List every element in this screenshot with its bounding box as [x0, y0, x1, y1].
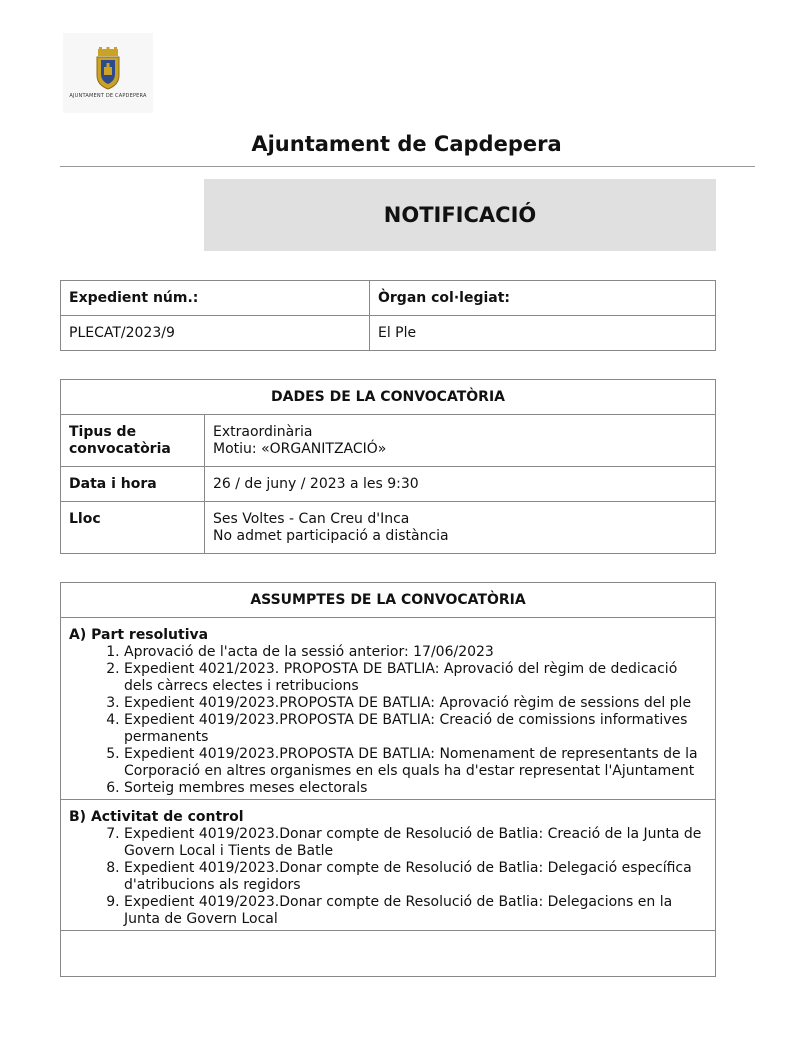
list-item: 7. Expedient 4019/2023.Donar compte de Resolució de Batlia: Creació de la Junta de Govern Local i Tients de Batle: [124, 826, 707, 860]
part-b-cell: [61, 800, 716, 931]
list-item: 2. Expedient 4021/2023. PROPOSTA DE BATLIA: Aprovació del règim de dedicació dels càrrecs electes i retribucions: [124, 661, 707, 695]
list-item: 3. Expedient 4019/2023.PROPOSTA DE BATLIA: Aprovació règim de sessions del ple: [124, 695, 707, 712]
data-value: 26 / de juny / 2023 a les 9:30: [205, 467, 716, 502]
data-label: Data i hora: [61, 467, 205, 502]
part-a-list: [69, 644, 707, 797]
municipal-logo: [63, 33, 153, 113]
lloc-value: Ses Voltes - Can Creu d'Inca: [213, 511, 410, 527]
expedient-number-value: PLECAT/2023/9: [61, 316, 370, 351]
document-title: NOTIFICACIÓ: [383, 203, 537, 227]
expedient-number-label: Expedient núm.:: [61, 281, 370, 316]
lloc-label: Lloc: [61, 502, 205, 554]
convocatoria-table: [60, 379, 716, 554]
empty-row: [61, 931, 716, 977]
page-title: Ajuntament de Capdepera: [251, 132, 562, 156]
logo-caption: AJUNTAMENT DE CAPDEPERA: [69, 93, 147, 99]
tipus-label: [61, 415, 205, 467]
expedient-table: [60, 280, 716, 351]
part-b-title: B) Activitat de control: [69, 809, 244, 825]
assumptes-heading: ASSUMPTES DE LA CONVOCATÒRIA: [61, 583, 716, 618]
list-item: 8. Expedient 4019/2023.Donar compte de Resolució de Batlia: Delegació específica d'atribucions als regidors: [124, 860, 707, 894]
document-title-box: [204, 179, 716, 251]
list-item: 1. Aprovació de l'acta de la sessió anterior: 17/06/2023: [124, 644, 707, 661]
part-a-cell: [61, 618, 716, 800]
organ-value: El Ple: [370, 316, 716, 351]
lloc-note: No admet participació a distància: [213, 528, 449, 544]
divider: [60, 166, 755, 167]
list-item: 5. Expedient 4019/2023.PROPOSTA DE BATLIA: Nomenament de representants de la Corporació en altres organismes en els quals ha d'estar representat l'Ajuntament: [124, 746, 707, 780]
organ-label: Òrgan col·legiat:: [370, 281, 716, 316]
list-item: 6. Sorteig membres meses electorals: [124, 780, 707, 797]
tipus-value: Extraordinària: [213, 424, 313, 440]
assumptes-table: [60, 582, 716, 977]
convocatoria-heading: DADES DE LA CONVOCATÒRIA: [61, 380, 716, 415]
part-b-list: [69, 826, 707, 928]
motiu-value: Motiu: «ORGANITZACIÓ»: [213, 441, 387, 457]
lloc-value-cell: [205, 502, 716, 554]
tipus-label-line2: convocatòria: [69, 441, 171, 457]
tipus-label-line1: Tipus de: [69, 424, 137, 440]
list-item: 4. Expedient 4019/2023.PROPOSTA DE BATLIA: Creació de comissions informatives permanents: [124, 712, 707, 746]
part-a-title: A) Part resolutiva: [69, 627, 209, 643]
tipus-value-cell: [205, 415, 716, 467]
coat-of-arms-icon: [91, 47, 125, 91]
list-item: 9. Expedient 4019/2023.Donar compte de Resolució de Batlia: Delegacions en la Junta de Govern Local: [124, 894, 707, 928]
